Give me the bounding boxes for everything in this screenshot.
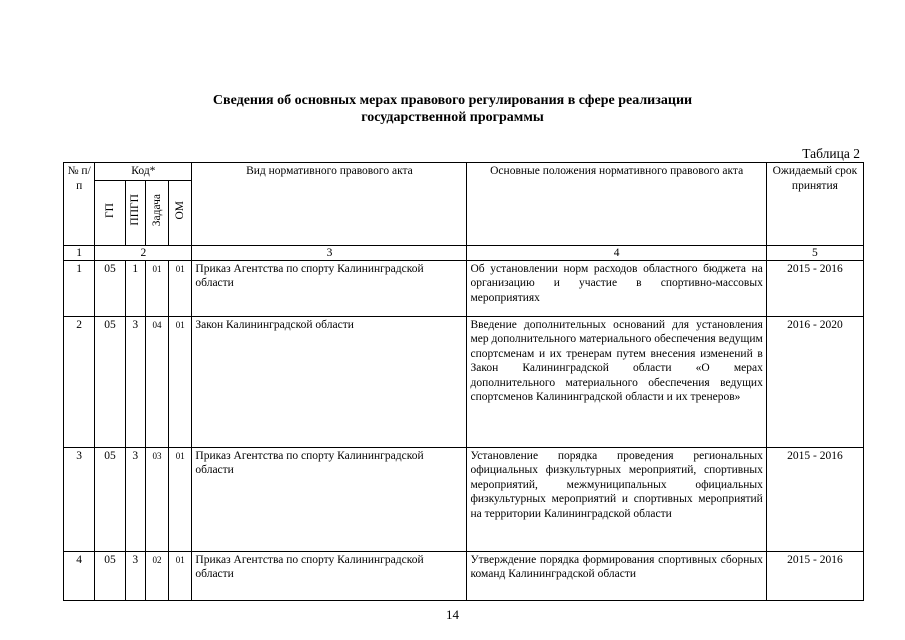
cell-num: 4 <box>64 551 95 600</box>
cell-act: Закон Калининградской области <box>192 316 467 447</box>
header-act-type: Вид нормативного правового акта <box>192 163 467 246</box>
cell-provisions: Утверждение порядка формирования спортивных сборных команд Калининградской области <box>467 551 766 600</box>
page-number: 14 <box>446 607 459 622</box>
header-gp: ГП <box>95 180 125 245</box>
cell-om: 01 <box>169 551 192 600</box>
table-row <box>64 447 864 551</box>
cell-term: 2015 - 2016 <box>766 551 863 600</box>
document-title <box>0 92 905 126</box>
cell-task: 01 <box>145 260 168 316</box>
title-line-1: Сведения об основных мерах правового регулирования в сфере реализации <box>212 93 693 108</box>
header-task: Задача <box>145 180 168 245</box>
table-row <box>64 260 864 316</box>
cell-task: 04 <box>145 316 168 447</box>
cell-provisions: Об установлении норм расходов областного бюджета на организацию и участие в спортивно-массовых мероприятиях <box>467 260 766 316</box>
header-row-1 <box>64 163 864 181</box>
cell-task: 03 <box>145 447 168 551</box>
cell-provisions: Введение дополнительных оснований для установления мер дополнительного материального обеспечения ведущим спортсменам и их тренерам путем внесения изменений в Закон Калининградской области «О мерах дополнительного материального обеспечения ведущих спортсменов Калининградской области и их тренеров» <box>467 316 766 447</box>
cell-gp: 05 <box>95 551 125 600</box>
cell-gp: 05 <box>95 260 125 316</box>
column-number-row <box>64 245 864 260</box>
header-om: ОМ <box>169 180 192 245</box>
header-ppgp: ППГП <box>125 180 145 245</box>
cell-om: 01 <box>169 447 192 551</box>
cell-act: Приказ Агентства по спорту Калининградской области <box>192 551 467 600</box>
cell-om: 01 <box>169 316 192 447</box>
column-number: 5 <box>766 245 863 260</box>
cell-ppgp: 3 <box>125 551 145 600</box>
column-number: 2 <box>95 245 192 260</box>
cell-ppgp: 3 <box>125 447 145 551</box>
column-number: 1 <box>64 245 95 260</box>
cell-gp: 05 <box>95 447 125 551</box>
header-term: Ожидаемый срок принятия <box>766 163 863 246</box>
column-number: 3 <box>192 245 467 260</box>
cell-term: 2015 - 2016 <box>766 260 863 316</box>
table-row <box>64 551 864 600</box>
table-row <box>64 316 864 447</box>
column-number: 4 <box>467 245 766 260</box>
title-line-2: государственной программы <box>361 110 544 125</box>
cell-gp: 05 <box>95 316 125 447</box>
cell-provisions: Установление порядка проведения региональных официальных физкультурных мероприятий, спортивных мероприятий, межмуниципальных официальных физкультурных мероприятий и спортивных мероприятий на территории Калининградской области <box>467 447 766 551</box>
cell-num: 1 <box>64 260 95 316</box>
cell-ppgp: 1 <box>125 260 145 316</box>
cell-act: Приказ Агентства по спорту Калининградской области <box>192 260 467 316</box>
cell-num: 3 <box>64 447 95 551</box>
cell-om: 01 <box>169 260 192 316</box>
cell-term: 2015 - 2016 <box>766 447 863 551</box>
header-provisions: Основные положения нормативного правового акта <box>467 163 766 246</box>
regulation-table <box>63 162 864 601</box>
cell-term: 2016 - 2020 <box>766 316 863 447</box>
cell-ppgp: 3 <box>125 316 145 447</box>
table-label: Таблица 2 <box>802 146 860 161</box>
header-num: № п/п <box>64 163 95 246</box>
cell-act: Приказ Агентства по спорту Калининградской области <box>192 447 467 551</box>
cell-num: 2 <box>64 316 95 447</box>
header-code: Код* <box>95 163 192 181</box>
cell-task: 02 <box>145 551 168 600</box>
